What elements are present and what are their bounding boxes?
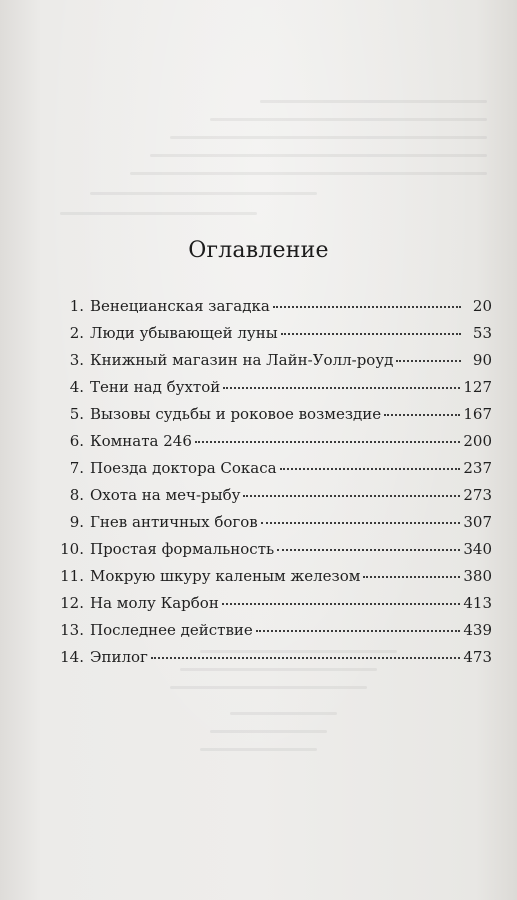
bleed-through-line [150,154,487,157]
chapter-number: 8. [69,486,84,504]
chapter-number: 13. [60,621,84,639]
chapter-title: Гнев античных богов [90,513,258,531]
toc-entry [60,509,492,536]
dot-leader [256,630,461,632]
chapter-title: Простая формальность [90,540,275,558]
bleed-through-line [200,748,317,751]
chapter-number: 6. [69,432,84,450]
page-number: 473 [463,648,492,666]
toc-entry [60,374,492,401]
chapter-number: 11. [60,567,84,585]
toc-entry [60,644,492,671]
page-number: 167 [463,405,492,423]
chapter-number: 2. [69,324,84,342]
dot-leader [222,603,461,605]
dot-leader [277,549,460,551]
toc-entry [60,428,492,455]
page-number: 90 [472,351,492,369]
dot-leader [195,441,460,443]
page-number: 340 [463,540,492,558]
chapter-title: Поезда доктора Сокаса [90,459,277,477]
page-number: 413 [463,594,492,612]
page-number: 20 [472,297,492,315]
chapter-title: Мокрую шкуру каленым железом [90,567,361,585]
bleed-through-line [260,100,487,103]
toc-entry [60,347,492,374]
chapter-number: 10. [60,540,84,558]
chapter-title: Последнее действие [90,621,253,639]
page-number: 439 [463,621,492,639]
toc-entry [60,455,492,482]
chapter-number: 5. [69,405,84,423]
toc-entry [60,617,492,644]
dot-leader [261,522,461,524]
chapter-number: 1. [69,297,84,315]
page-title: Оглавление [188,238,329,263]
bleed-through-line [170,136,487,139]
chapter-number: 9. [69,513,84,531]
bleed-through-line [210,730,327,733]
chapter-title: Комната 246 [90,432,192,450]
bleed-through-line [170,686,367,689]
chapter-number: 4. [69,378,84,396]
chapter-number: 14. [60,648,84,666]
dot-leader [281,333,461,335]
dot-leader [223,387,460,389]
chapter-number: 12. [60,594,84,612]
chapter-title: Книжный магазин на Лайн-Уолл-роуд [90,351,394,369]
chapter-title: Охота на меч-рыбу [90,486,241,504]
page-number: 237 [463,459,492,477]
chapter-number: 3. [69,351,84,369]
toc-entry [60,590,492,617]
toc-entry [60,482,492,509]
dot-leader [363,576,460,578]
page-number: 307 [463,513,492,531]
bleed-through-line [130,172,487,175]
table-of-contents [60,293,492,671]
page-number: 127 [463,378,492,396]
toc-entry [60,563,492,590]
chapter-title: Вызовы судьбы и роковое возмездие [90,405,382,423]
toc-entry [60,536,492,563]
dot-leader [151,657,460,659]
bleed-through-line [90,192,317,195]
chapter-number: 7. [69,459,84,477]
chapter-title: Венецианская загадка [90,297,270,315]
page-number: 380 [463,567,492,585]
dot-leader [396,360,461,362]
chapter-title: Тени над бухтой [90,378,221,396]
page-number: 200 [463,432,492,450]
chapter-title: Эпилог [90,648,148,666]
toc-entry [60,401,492,428]
bleed-through-line [210,118,487,121]
toc-entry [60,293,492,320]
dot-leader [384,414,460,416]
bleed-through-line [230,712,337,715]
toc-entry [60,320,492,347]
dot-leader [243,495,460,497]
page-number: 273 [463,486,492,504]
page-number: 53 [472,324,492,342]
bleed-through-line [60,212,257,215]
chapter-title: Люди убывающей луны [90,324,278,342]
dot-leader [280,468,461,470]
dot-leader [273,306,461,308]
chapter-title: На молу Карбон [90,594,219,612]
